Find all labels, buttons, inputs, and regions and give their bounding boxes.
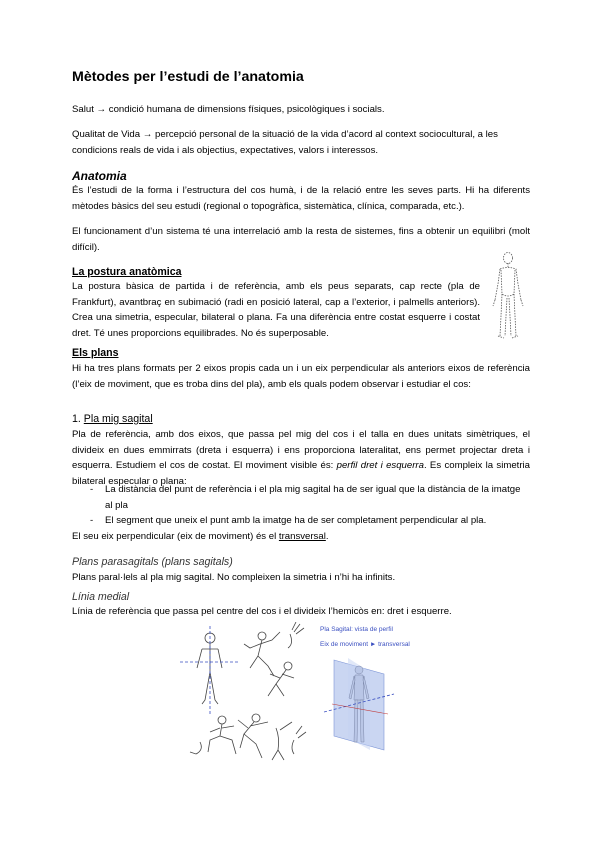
plans-heading: Els plans [72,347,119,359]
symmetry-bullet-list [72,482,530,529]
figure-label-plane: Pla Sagital: vista de perfil [320,626,393,633]
sagittal-plane-model [322,654,396,754]
list-item: - La distància del punt de referència i el pla mig sagital ha de ser igual que la distància de la imatge al pla [72,482,530,513]
postura-heading: La postura anatòmica [72,266,182,278]
salut-definition: Salut → condició humana de dimensions físiques, psicològiques i socials. [72,104,385,115]
parasagitals-paragraph: Plans paral·lels al pla mig sagital. No compleixen la simetria i n’hi ha infinits. [72,572,396,583]
figure-label-axis: Eix de moviment ► transversal [320,641,410,648]
pla-mig-sagital-paragraph: Pla de referència, amb dos eixos, que passa pel mig del cos i el talla en dues unitats simètriques, el divideix en dues emmirrats (dreta i esquerra) i ens proporciona lateralitat, ens permet projectar dreta i esquerra. Estudiem el cos de costat. El moviment visible és: perfil dret i esquerra. Es compleix la simetria bilateral especular o plana: [72,429,530,487]
linia-medial-paragraph: Línia de referència que passa pel centre del cos i el divideix l’hemicòs en: dret i esquerre. [72,606,452,617]
plans-paragraph: Hi ha tres plans formats per 2 eixos propis cada un i un eix perpendicular als anteriors eixos de referència (l’eix de moviment, que es troba dins del pla), amb els quals podem observar i estudiar el cos: [72,363,530,390]
linia-medial-heading: Línia medial [72,591,130,603]
sagittal-sketches-illustration [180,622,310,764]
anatomia-paragraph-1: És l’estudi de la forma i l’estructura del cos humà, i de la relació entre les seves parts. Hi ha diferents mètodes bàsics del seu estudi (regional o topogràfica, sistemàtica, clínica, comparada, etc.). [72,185,530,212]
pla-mig-sagital-heading: 1. Pla mig sagital [72,413,153,425]
anatomical-position-figure [486,250,530,342]
page-title: Mètodes per l’estudi de l’anatomia [72,69,304,85]
eix-perpendicular-line: El seu eix perpendicular (eix de moviment) és el transversal. [72,531,329,542]
postura-paragraph: La postura bàsica de partida i de referència, amb els peus separats, cap recte (pla de Frankfurt), avantbraç en subimació (radi en posició lateral, cap a l’exterior, i palmells anteriors). Crea una simetria, especular, bilateral o plana. Fa una diferència entre costat esquerre i costat dret. Té unes proporcions equilibrades. No és superposable. [72,281,480,339]
list-item: - El segment que uneix el punt amb la imatge ha de ser completament perpendicular al pla. [72,513,530,529]
anatomia-paragraph-2: El funcionament d’un sistema té una interrelació amb la resta de sistemes, fins a obtenir un equilibri (molt difícil). [72,226,530,253]
parasagitals-heading: Plans parasagitals (plans sagitals) [72,556,233,568]
qualitat-definition: Qualitat de Vida → percepció personal de la situació de la vida d’acord al context sociocultural, a les condicions reals de vida i als objectius, expectatives, valors i interessos. [72,129,498,156]
anatomia-heading: Anatomia [72,169,127,183]
